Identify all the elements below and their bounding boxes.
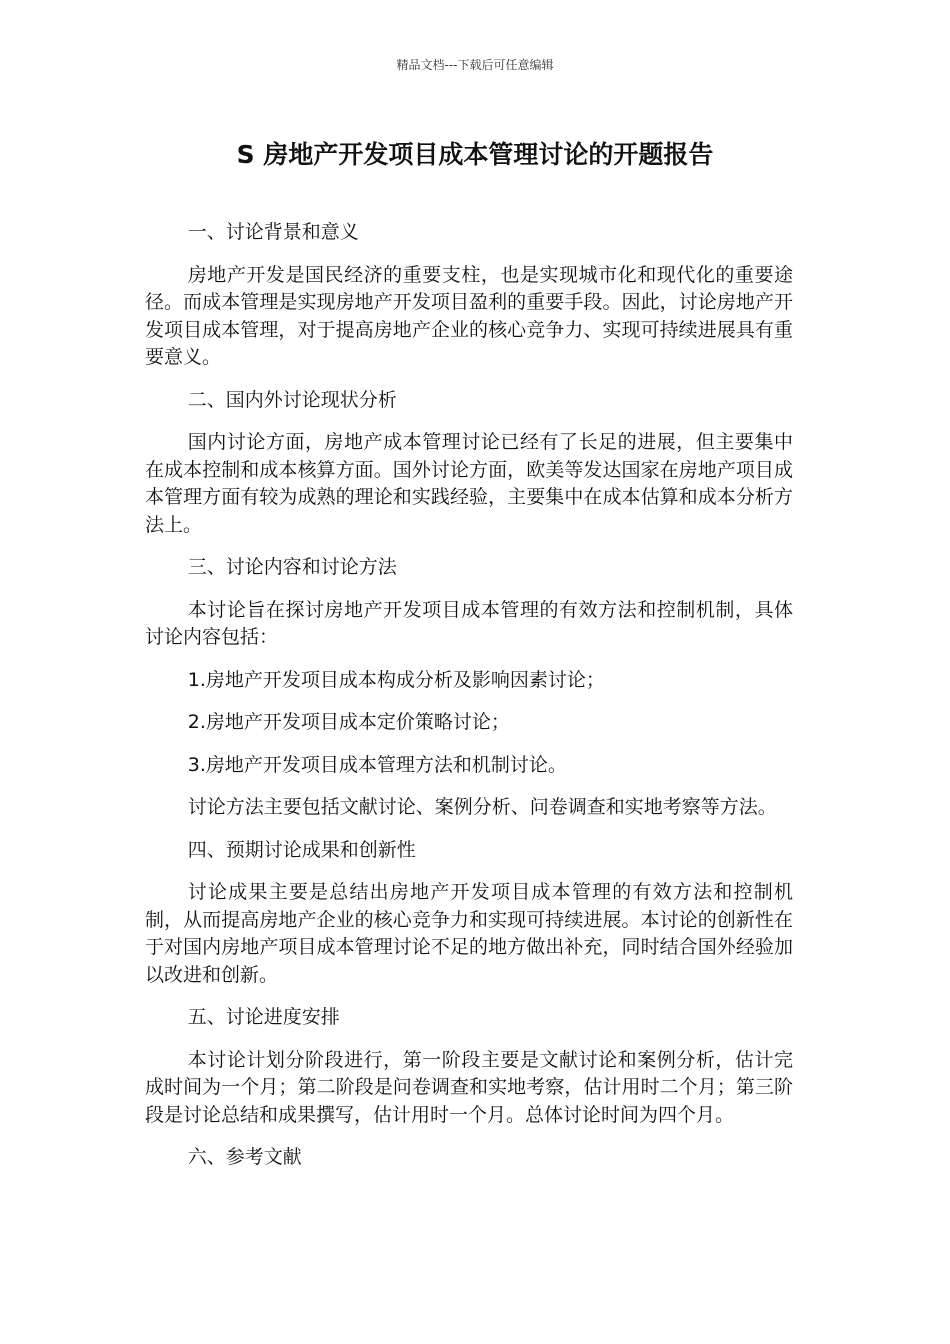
section-heading-references: 六、参考文献 (187, 1146, 302, 1168)
section-heading-outcomes: 四、预期讨论成果和创新性 (187, 838, 416, 861)
section-heading-content-methods: 三、讨论内容和讨论方法 (187, 556, 397, 578)
paragraph-methods: 讨论方法主要包括文献讨论、案例分析、问卷调查和实地考察等方法。 (187, 796, 777, 818)
paragraph-content-intro: 本讨论旨在探讨房地产开发项目成本管理的有效方法和控制机制，具体讨论内容包括： (145, 598, 793, 648)
list-item-3: 3.房地产开发项目成本管理方法和机制讨论。 (187, 753, 567, 776)
section-heading-schedule: 五、讨论进度安排 (187, 1006, 340, 1028)
section-heading-background: 一、讨论背景和意义 (187, 221, 359, 243)
list-item-2: 2.房地产开发项目成本定价策略讨论； (187, 711, 510, 733)
list-item-1: 1.房地产开发项目成本构成分析及影响因素讨论； (187, 668, 605, 691)
paragraph-outcomes: 讨论成果主要是总结出房地产开发项目成本管理的有效方法和控制机制，从而提高房地产企业的核心竞争力和实现可持续进展。本讨论的创新性在于对国内房地产项目成本管理讨论不足的地方做出补充，同时结合国外经验加以改进和创新。 (145, 881, 793, 986)
paragraph-background: 房地产开发是国民经济的重要支柱，也是实现城市化和现代化的重要途径。而成本管理是实现房地产开发项目盈利的重要手段。因此，讨论房地产开发项目成本管理，对于提高房地产企业的核心竞争力、实现可持续进展具有重要意义。 (145, 263, 793, 368)
document-body (145, 219, 793, 1187)
paragraph-schedule: 本讨论计划分阶段进行，第一阶段主要是文献讨论和案例分析，估计完成时间为一个月；第二阶段是问卷调查和实地考察，估计用时二个月；第三阶段是讨论总结和成果撰写，估计用时一个月。总体讨论时间为四个月。 (145, 1048, 793, 1126)
header-note: 精品文档---下载后可任意编辑 (396, 58, 554, 72)
section-heading-status: 二、国内外讨论现状分析 (187, 388, 397, 411)
document-title: S 房地产开发项目成本管理讨论的开题报告 (236, 140, 714, 169)
paragraph-status: 国内讨论方面，房地产成本管理讨论已经有了长足的进展，但主要集中在成本控制和成本核算方面。国外讨论方面，欧美等发达国家在房地产项目成本管理方面有较为成熟的理论和实践经验，主要集中在成本估算和成本分析方法上。 (145, 431, 793, 536)
